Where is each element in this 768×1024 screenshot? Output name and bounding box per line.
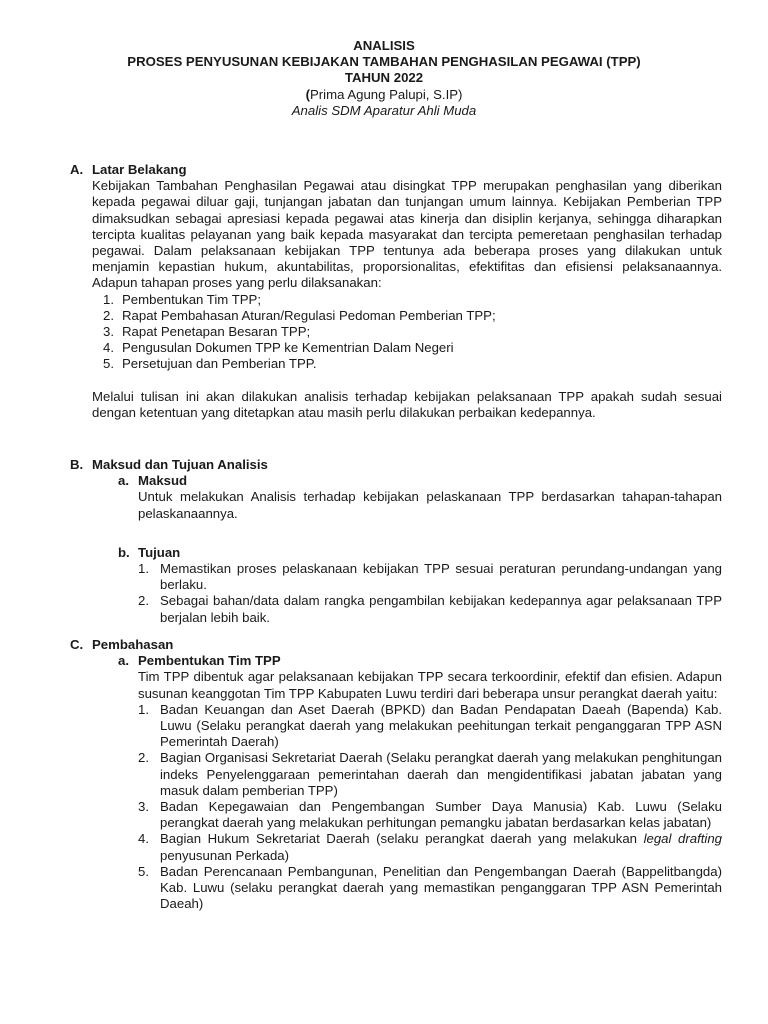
subsection-heading xyxy=(118,653,722,669)
list-item xyxy=(98,292,722,308)
list-number: 1. xyxy=(138,561,149,577)
author-role: Analis SDM Aparatur Ahli Muda xyxy=(291,102,477,118)
list-text: Sebagai bahan/data dalam rangka pengambilan kebijakan kedepannya agar pelaksanaan TPP berjalan lebih baik. xyxy=(160,593,722,625)
author-name: Prima Agung Palupi, S.IP) xyxy=(309,86,463,102)
list-number: 1. xyxy=(103,291,114,307)
list-number: 5. xyxy=(103,356,114,372)
doc-title-line-2: PROSES PENYUSUNAN KEBIJAKAN TAMBAHAN PENGHASILAN PEGAWAI (TPP) xyxy=(127,54,641,70)
list-number: 4. xyxy=(103,340,114,356)
process-steps-list xyxy=(98,292,722,373)
list-text xyxy=(160,831,722,862)
list-text: Pengusulan Dokumen TPP ke Kementrian Dalam Negeri xyxy=(122,340,454,356)
list-number: 5. xyxy=(138,863,149,879)
section-title: Latar Belakang xyxy=(92,162,187,177)
list-number: 1. xyxy=(138,701,149,717)
list-text-part: Bagian Hukum Sekretariat Daerah (selaku perangkat daerah yang melakukan xyxy=(160,831,644,847)
subsection-letter: a. xyxy=(118,473,129,489)
author-line xyxy=(0,87,768,103)
tujuan-list xyxy=(138,561,722,626)
list-text: Memastikan proses pelaskanaan kebijakan TPP sesuai peraturan perundang-undangan yang berlaku. xyxy=(160,561,722,593)
section-latar-belakang xyxy=(70,162,722,421)
intro-paragraph: Tim TPP dibentuk agar pelaksanaan kebijakan TPP secara terkoordinir, efektif dan efisien. Adapun susunan keanggotan Tim TPP Kabupaten Luwu terdiri dari beberapa unsur perangkat daerah yaitu: xyxy=(138,669,722,701)
section-heading xyxy=(70,162,722,178)
section-title: Maksud dan Tujuan Analisis xyxy=(92,457,268,472)
list-item xyxy=(138,831,722,863)
subsection-pembentukan-tim xyxy=(118,653,722,912)
section-heading xyxy=(70,637,722,653)
list-number: 3. xyxy=(103,324,114,340)
list-number: 2. xyxy=(138,750,149,766)
intro-paragraph: Kebijakan Tambahan Penghasilan Pegawai atau disingkat TPP merupakan penghasilan yang diberikan kepada pegawai diluar gaji, tunjangan jabatan dan tunjangan umum lainnya. Kebijakan Pemberian TPP dimaksudkan sebagai apresiasi kepada pegawai atas kinerja dan disiplin kerjanya, sehingga diharapkan tercipta kualitas pelayanan yang baik kepada masyarakat dan tercipta pemeretaan penghasilan terhadap pegawai. Dalam pelaksanaan kebijakan TPP tentunya ada beberapa proses yang dilakukan untuk menjamin kepastian hukum, akuntabilitas, proporsionalitas, efektifitas dan efisiensi pelaksanaannya. Adapun tahapan proses yang perlu dilaksanakan: xyxy=(92,178,722,291)
list-text: Rapat Pembahasan Aturan/Regulasi Pedoman Pemberian TPP; xyxy=(122,307,496,323)
list-number: 2. xyxy=(138,593,149,609)
subsection-body xyxy=(138,669,722,912)
list-text: Badan Perencanaan Pembangunan, Penelitian dan Pengembangan Daerah (Bappelitbangda) Kab. Luwu (selaku perangkat daerah yang memastikan penganggaran TPP ASN Pemerintah Daeah) xyxy=(160,863,722,912)
list-item xyxy=(138,702,722,751)
list-item xyxy=(138,593,722,625)
subsection-title: Pembentukan Tim TPP xyxy=(138,653,281,669)
section-pembahasan xyxy=(70,637,722,912)
list-item xyxy=(138,799,722,831)
subsection-letter: b. xyxy=(118,544,130,560)
subsection-maksud xyxy=(118,473,722,522)
list-text: Rapat Penetapan Besaran TPP; xyxy=(122,324,311,340)
list-item xyxy=(98,340,722,356)
section-letter: C. xyxy=(70,637,84,652)
document-header xyxy=(0,38,768,119)
doc-title-line-1: ANALISIS xyxy=(353,38,415,53)
list-item xyxy=(138,750,722,799)
list-text-part: penyusunan Perkada) xyxy=(160,847,290,863)
author-open-paren: ( xyxy=(305,86,310,102)
subsection-tujuan xyxy=(118,545,722,626)
list-text: Pembentukan Tim TPP; xyxy=(122,291,262,307)
list-number: 3. xyxy=(138,799,149,815)
list-item xyxy=(98,308,722,324)
italic-term: legal drafting xyxy=(643,831,722,847)
section-letter: A. xyxy=(70,162,84,177)
list-item xyxy=(98,324,722,340)
list-number: 2. xyxy=(103,307,114,323)
list-item xyxy=(138,561,722,593)
section-body xyxy=(92,178,722,421)
section-title: Pembahasan xyxy=(92,637,174,652)
list-number: 4. xyxy=(138,831,149,847)
subsection-body xyxy=(138,561,722,626)
subsection-title: Tujuan xyxy=(138,544,181,560)
section-letter: B. xyxy=(70,457,84,472)
section-heading xyxy=(70,457,722,473)
list-item xyxy=(98,356,722,372)
list-text: Persetujuan dan Pemberian TPP. xyxy=(122,356,317,372)
list-text: Badan Keuangan dan Aset Daerah (BPKD) dan Badan Pendapatan Daeah (Bapenda) Kab. Luwu (Selaku perangkat daerah yang melakukan peehitungan terkait penganggaran TPP ASN Pemerintah Daerah) xyxy=(160,701,722,750)
maksud-paragraph: Untuk melakukan Analisis terhadap kebijakan pelaskanaan TPP berdasarkan tahapan-tahapan pelaskanaannya. xyxy=(138,489,722,521)
subsection-heading xyxy=(118,545,722,561)
subsection-letter: a. xyxy=(118,653,129,669)
section-maksud-tujuan xyxy=(70,457,722,626)
subsection-title: Maksud xyxy=(138,473,188,489)
list-item xyxy=(138,864,722,913)
members-list xyxy=(138,702,722,913)
list-text: Bagian Organisasi Sekretariat Daerah (Selaku perangkat daerah yang melakukan penghitungan indeks Penyelenggaraan pemerintahan daerah dan mengidentifikasi jabatan jabatan yang masuk dalam pemberian TPP) xyxy=(160,750,722,798)
subsection-body xyxy=(138,489,722,521)
closing-paragraph: Melalui tulisan ini akan dilakukan analisis terhadap kebijakan pelaksanaan TPP apakah sudah sesuai dengan ketentuan yang ditetapkan atau masih perlu dilakukan perbaikan kedepannya. xyxy=(92,388,722,420)
doc-title-line-3: TAHUN 2022 xyxy=(344,70,424,86)
list-text: Badan Kepegawaian dan Pengembangan Sumber Daya Manusia) Kab. Luwu (Selaku perangkat daerah yang melakukan perhitungan pemangku jabatan berdasarkan kelas jabatan) xyxy=(160,799,722,831)
subsection-heading xyxy=(118,473,722,489)
